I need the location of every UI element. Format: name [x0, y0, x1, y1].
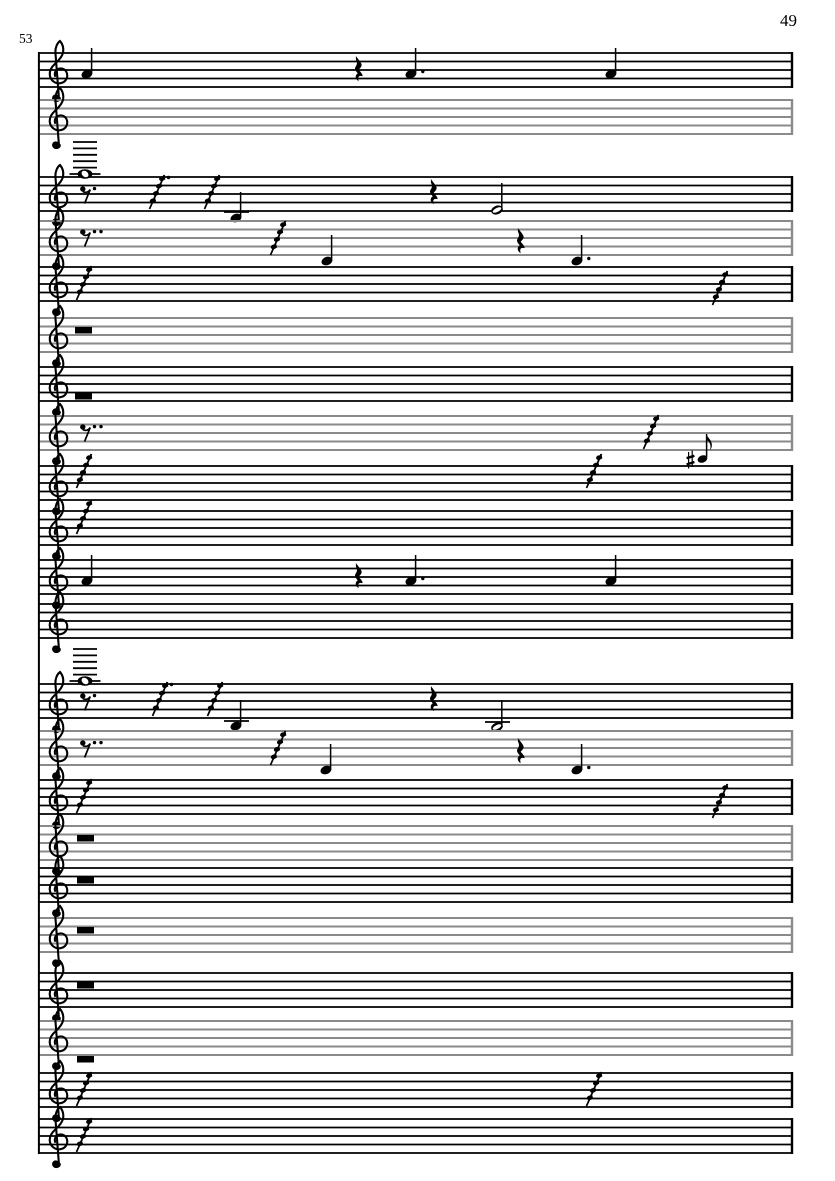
sharp-eighth-note — [687, 434, 712, 469]
staff — [38, 454, 793, 515]
half-note — [490, 183, 504, 216]
whole-rest — [77, 877, 94, 884]
whole-rest — [77, 927, 94, 934]
tremolo-run — [76, 266, 93, 300]
staff — [38, 906, 793, 966]
quarter-rest — [517, 228, 525, 253]
staff — [38, 1061, 793, 1122]
staff — [38, 142, 793, 226]
staff — [38, 499, 793, 559]
staff — [38, 649, 793, 733]
staff — [38, 1107, 793, 1168]
whole-rest — [77, 835, 94, 842]
staff — [38, 719, 793, 779]
whole-rest — [77, 1056, 94, 1063]
tremolo-run — [207, 682, 224, 716]
whole-rest — [75, 393, 92, 400]
high-whole-note-with-ledger-lines — [70, 649, 101, 686]
quarter-note — [320, 235, 334, 267]
page-number: 49 — [780, 11, 797, 30]
staff — [38, 592, 793, 652]
tremolo-run — [586, 1072, 603, 1106]
treble-clef-icon — [50, 1061, 68, 1122]
quarter-rest — [430, 686, 438, 711]
quarter-note — [224, 700, 249, 732]
whole-rest — [77, 982, 94, 989]
staff — [38, 355, 793, 416]
tremolo-run — [76, 779, 93, 813]
tremolo-run — [76, 1118, 93, 1152]
measure-number: 53 — [19, 31, 33, 46]
staff — [38, 88, 793, 149]
staff — [38, 961, 793, 1021]
high-whole-note-with-ledger-lines — [70, 142, 101, 179]
treble-clef-icon — [50, 41, 68, 102]
staff — [38, 1009, 793, 1070]
eighth-rest — [80, 693, 96, 710]
quarter-note — [570, 235, 590, 267]
tremolo-run — [149, 175, 170, 209]
quarter-rest — [355, 563, 363, 588]
treble-clef-icon — [50, 961, 68, 1021]
quarter-note — [224, 192, 249, 224]
staff — [38, 306, 793, 367]
eighth-rest — [80, 186, 96, 203]
tremolo-run — [204, 175, 221, 209]
staff — [38, 255, 793, 316]
quarter-rest — [355, 56, 363, 81]
staff — [38, 548, 793, 608]
quarter-rest — [430, 179, 438, 204]
staff — [38, 768, 793, 828]
tremolo-run — [76, 1072, 93, 1106]
half-note — [485, 700, 510, 733]
tremolo-run — [152, 682, 173, 716]
quarter-rest — [517, 738, 525, 763]
staff — [38, 404, 793, 469]
staff — [38, 41, 793, 102]
staff — [38, 209, 793, 270]
treble-clef-icon — [50, 672, 68, 732]
staff — [38, 856, 793, 916]
treble-clef-icon — [50, 165, 68, 226]
whole-rest — [75, 327, 92, 334]
tremolo-run — [76, 500, 93, 534]
staff — [38, 814, 793, 874]
